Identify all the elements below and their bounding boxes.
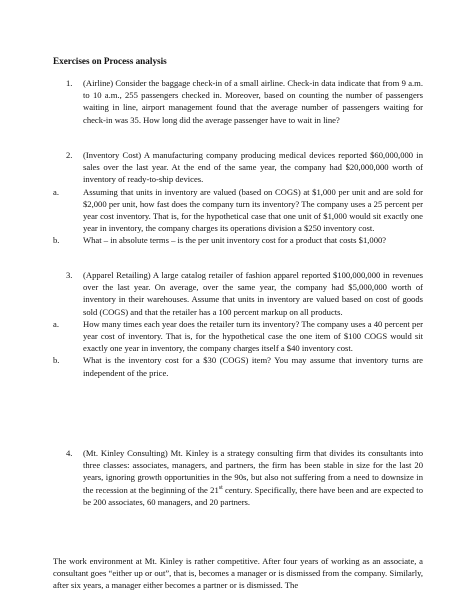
closing-paragraph: The work environment at Mt. Kinley is rather competitive. After four years of working as an associate, a consultant goes “either up or out”, that is, becomes a manager or is dismissed from the company. Similarly, after six years, a manager either becomes a partner or is dismissed. The	[53, 556, 423, 591]
sub-question-label: b.	[53, 235, 60, 246]
sub-question-label: b.	[53, 355, 60, 366]
ordinal-suffix: st	[218, 484, 223, 491]
exercise-text-part-1: (Mt. Kinley Consulting) Mt. Kinley is a strategy consulting firm that divides its consultants into three classes: associates, managers, and partners, the firm has been stable in size for the last 20 years, ignoring growth opportunities in the 90s, but also not suffering from a need to downsize in the recession at the beginning of the 21	[83, 448, 423, 495]
sub-question-label: a.	[53, 186, 59, 197]
sub-question-b	[53, 354, 423, 378]
exercise-text-part-2: century. Specifically, there have been and are expected to be 200 associates, 60 managers, and 20 partners.	[83, 484, 423, 507]
sub-question-text: What – in absolute terms – is the per unit inventory cost for a product that costs $1,000?	[83, 235, 387, 246]
sub-question-a	[53, 186, 423, 235]
sub-question-text: How many times each year does the retailer turn its inventory? The company uses a 40 percent per year cost of inventory. That is, for the hypothetical case the one item of $100 COGS would sit exactly one year in inventory, the company charges itself a $40 inventory cost.	[83, 318, 423, 354]
sub-question-a	[53, 318, 423, 355]
exercise-number: 3.	[66, 270, 73, 280]
sub-question-text: What is the inventory cost for a $30 (COGS) item? You may assume that inventory turns are independent of the price.	[83, 355, 423, 378]
sub-question-b	[53, 234, 423, 246]
exercise-text: (Apparel Retailing) A large catalog retailer of fashion apparel reported $100,000,000 in revenues over the last year. On average, over the same year, the company had $5,000,000 worth of inventory in their warehouses. Assume that units in inventory are valued based on cost of goods sold (COGS) and that the retailer has a 100 percent markup on all products.	[83, 270, 423, 317]
exercise-body	[53, 269, 423, 379]
exercise-text: (Airline) Consider the baggage check-in of a small airline. Check-in data indicate that from 9 a.m. to 10 a.m., 255 passengers checked in. Moreover, based on counting the number of passengers waiting in line, airport management found that the average number of passengers waiting for check-in was 35. How long did the average passenger have to wait in line?	[83, 78, 423, 125]
exercise-text: (Inventory Cost) A manufacturing company producing medical devices reported $60,000,000 in sales over the last year. At the end of the same year, the company had $20,000,000 worth of inventory of ready-to-ship devices.	[83, 150, 423, 185]
exercise-body	[53, 149, 423, 247]
sub-question-text: Assuming that units in inventory are valued (based on COGS) at $1,000 per unit and are sold for $2,000 per unit, how fast does the company turn its inventory? The company uses a 25 percent per year cost inventory. That is, for the hypothetical case that one unit of $1,000 would sit exactly one year in inventory, the company charges its operations division a $250 inventory cost.	[83, 186, 423, 234]
document-title: Exercises on Process analysis	[53, 56, 167, 66]
sub-question-label: a.	[53, 318, 59, 329]
exercise-number: 2.	[66, 150, 73, 160]
exercise-text	[83, 447, 423, 508]
exercise-number: 4.	[66, 448, 73, 458]
exercise-number: 1.	[66, 78, 73, 88]
